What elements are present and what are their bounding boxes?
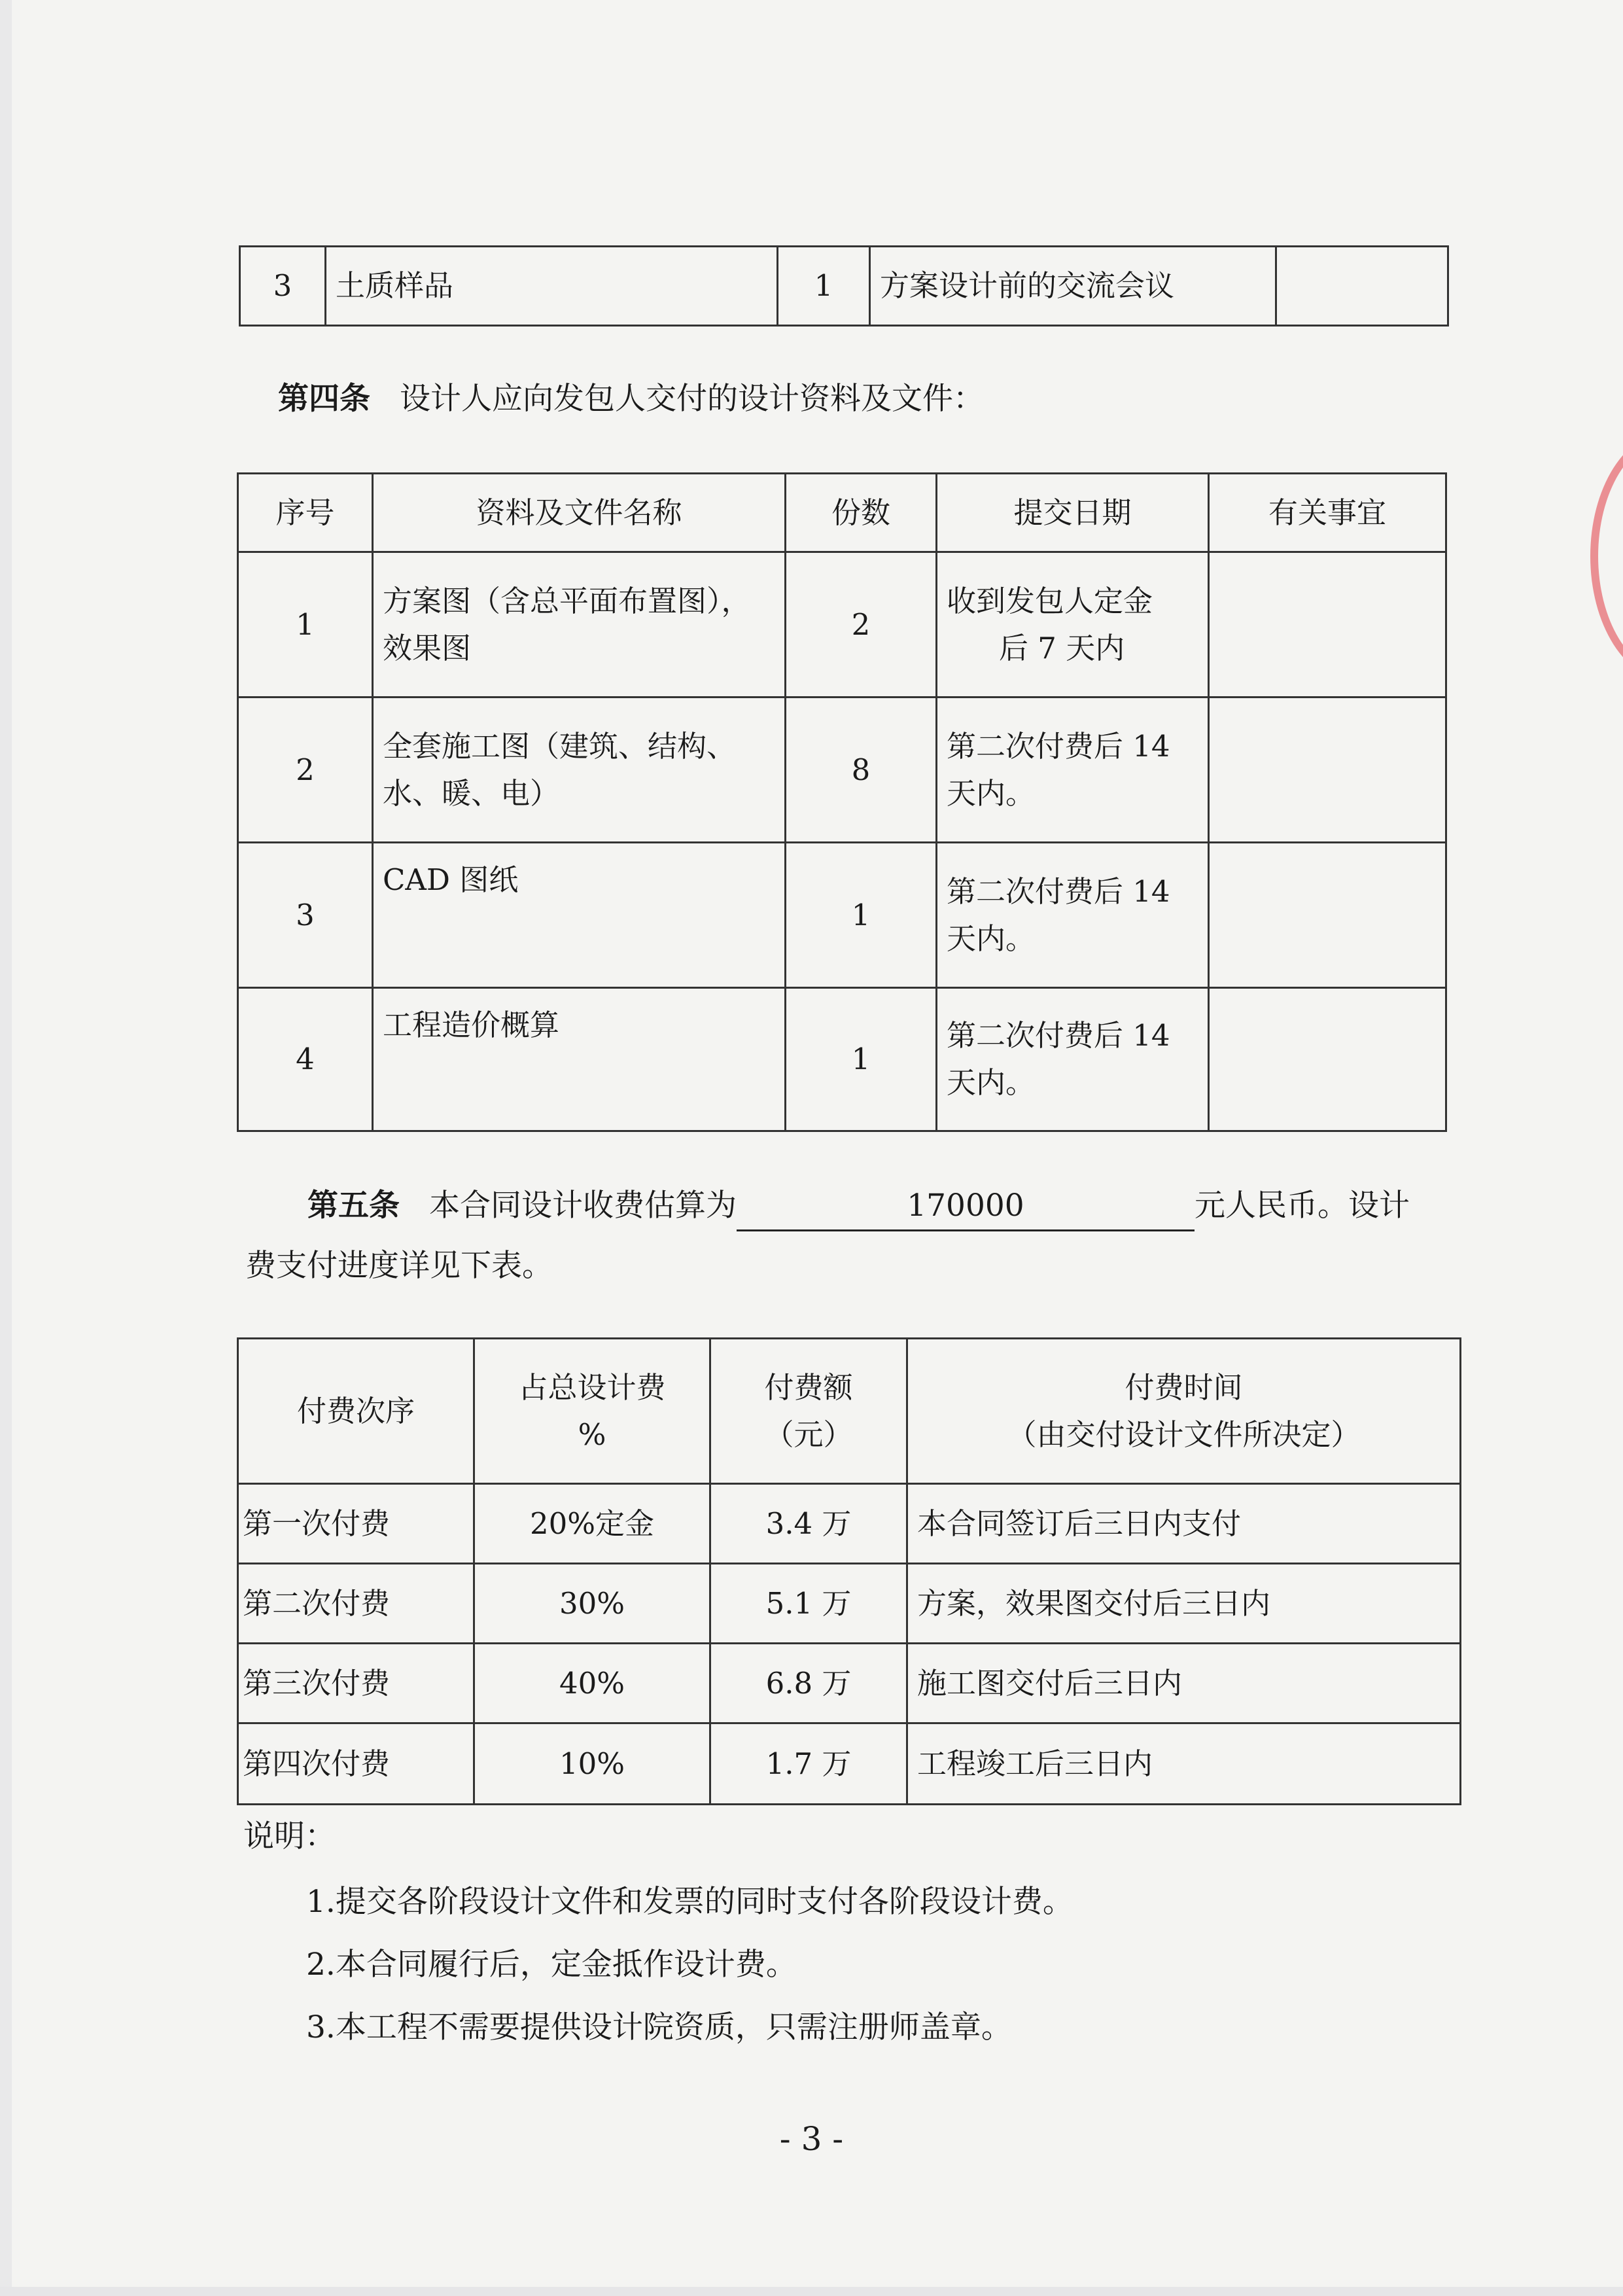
header-no: 序号	[238, 474, 373, 552]
cell-date-line: 天内。	[947, 775, 1036, 811]
cell-date-line: 后 7 天内	[999, 630, 1125, 665]
cell-remark	[1209, 843, 1446, 988]
cell-count: 1	[778, 247, 870, 326]
cell-time: 工程竣工后三日内	[907, 1723, 1461, 1805]
cell-percent: 40%	[474, 1644, 710, 1723]
article-4-text: 设计人应向发包人交付的设计资料及文件：	[399, 381, 984, 417]
article-4-title: 第四条	[278, 381, 370, 417]
cell-amount: 6.8 万	[710, 1644, 907, 1723]
page-edge-bottom	[0, 2287, 1623, 2296]
cell-remark	[1209, 552, 1446, 698]
table-row	[238, 988, 1446, 1131]
article-4-heading	[278, 376, 984, 423]
cell-order: 第二次付费	[238, 1564, 474, 1644]
table-row	[238, 1564, 1461, 1644]
cell-no: 2	[238, 698, 373, 843]
cell-count: 1	[786, 988, 937, 1131]
header-amount-line: （元）	[764, 1417, 853, 1452]
cell-time: 方案设计前的交流会议	[870, 247, 1276, 326]
cell-date-line: 第二次付费后 14	[947, 874, 1170, 909]
header-percent-line: 占总设计费	[518, 1369, 666, 1405]
cell-no: 1	[238, 552, 373, 698]
cell-count: 2	[786, 552, 937, 698]
article-5-line2: 费支付进度详见下表。	[245, 1248, 553, 1284]
cell-name-line: CAD 图纸	[383, 862, 519, 897]
cell-percent: 10%	[474, 1723, 710, 1805]
table-row	[238, 1484, 1461, 1564]
cell-time: 施工图交付后三日内	[907, 1644, 1461, 1723]
fee-amount: 170000	[737, 1183, 1195, 1231]
cell-date-line: 收到发包人定金	[947, 583, 1153, 618]
materials-table-continued	[239, 245, 1449, 327]
note-item: 3.本工程不需要提供设计院资质，只需注册师盖章。	[306, 2009, 1012, 2045]
header-date: 提交日期	[937, 474, 1209, 552]
cell-no: 4	[238, 988, 373, 1131]
article-5-text-after: 元人民币。设计	[1194, 1188, 1410, 1224]
cell-no: 3	[238, 843, 373, 988]
cell-name-line: 水、暖、电）	[383, 775, 560, 811]
header-amount-line: 付费额	[764, 1369, 853, 1405]
table-row	[238, 843, 1446, 988]
cell-no: 3	[240, 247, 326, 326]
header-time-line: 付费时间	[1125, 1369, 1243, 1405]
article-5-title: 第五条	[307, 1188, 400, 1224]
payment-schedule-table	[237, 1337, 1461, 1805]
cell-name-line: 效果图	[383, 630, 472, 665]
cell-name: 土质样品	[326, 247, 778, 326]
cell-time: 方案，效果图交付后三日内	[907, 1564, 1461, 1644]
table-header-row	[238, 474, 1446, 552]
cell-name-line: 全套施工图（建筑、结构、	[383, 728, 737, 764]
page-number: - 3 -	[779, 2120, 844, 2158]
header-time-line: （由交付设计文件所决定）	[1007, 1417, 1361, 1452]
cell-remark	[1276, 247, 1448, 326]
cell-amount: 3.4 万	[710, 1484, 907, 1564]
article-5-text: 本合同设计收费估算为	[428, 1188, 737, 1224]
cell-date-line: 天内。	[947, 1065, 1036, 1100]
page-edge	[0, 0, 12, 2296]
table-row	[238, 698, 1446, 843]
cell-date-line: 天内。	[947, 921, 1036, 956]
header-count: 份数	[786, 474, 937, 552]
cell-count: 1	[786, 843, 937, 988]
cell-date-line: 第二次付费后 14	[947, 728, 1170, 764]
note-item: 1.提交各阶段设计文件和发票的同时支付各阶段设计费。	[306, 1884, 1073, 1920]
notes-title: 说明：	[243, 1818, 336, 1854]
cell-amount: 5.1 万	[710, 1564, 907, 1644]
cell-order: 第四次付费	[238, 1723, 474, 1805]
cell-count: 8	[786, 698, 937, 843]
header-order: 付费次序	[238, 1339, 474, 1484]
table-row	[240, 247, 1448, 326]
deliverables-table	[237, 472, 1447, 1132]
red-seal-stamp	[1584, 432, 1623, 680]
table-row	[238, 552, 1446, 698]
cell-amount: 1.7 万	[710, 1723, 907, 1805]
table-row	[238, 1723, 1461, 1805]
cell-percent: 30%	[474, 1564, 710, 1644]
article-5-line1	[307, 1183, 1410, 1231]
note-item: 2.本合同履行后，定金抵作设计费。	[306, 1947, 797, 1983]
cell-name-line: 方案图（含总平面布置图），	[383, 583, 751, 618]
cell-order: 第一次付费	[238, 1484, 474, 1564]
header-name: 资料及文件名称	[373, 474, 786, 552]
cell-percent: 20%定金	[474, 1484, 710, 1564]
cell-remark	[1209, 698, 1446, 843]
table-header-row	[238, 1339, 1461, 1484]
header-remark: 有关事宜	[1209, 474, 1446, 552]
cell-name-line: 工程造价概算	[383, 1008, 560, 1042]
cell-time: 本合同签订后三日内支付	[907, 1484, 1461, 1564]
cell-remark	[1209, 988, 1446, 1131]
table-row	[238, 1644, 1461, 1723]
cell-date-line: 第二次付费后 14	[947, 1018, 1170, 1053]
cell-order: 第三次付费	[238, 1644, 474, 1723]
header-percent-line: %	[578, 1417, 606, 1452]
